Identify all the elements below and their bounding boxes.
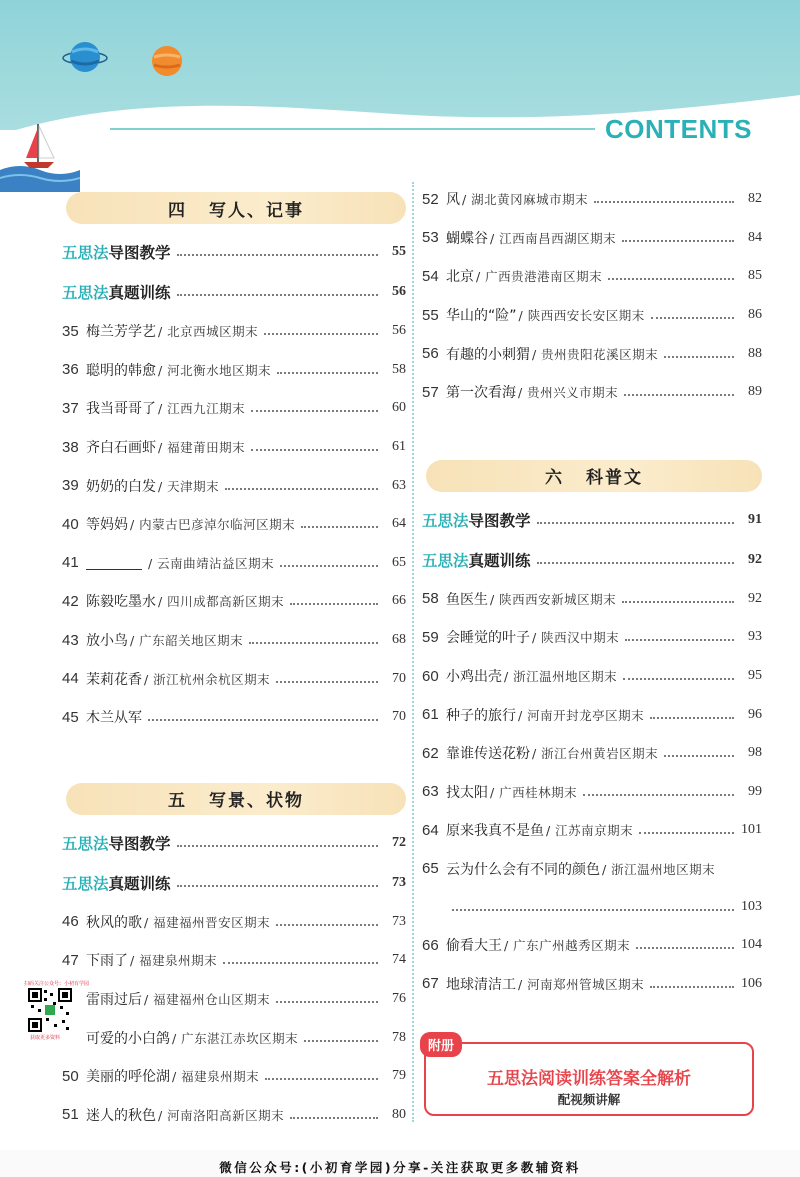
entry-number: 65 [422, 860, 439, 878]
entry-title: 美丽的呼伦湖 [86, 1069, 170, 1086]
entry-title: 北京 [446, 269, 474, 286]
toc-entry[interactable] [422, 580, 762, 619]
toc-entry[interactable] [422, 657, 762, 696]
entry-number: 39 [62, 477, 79, 495]
toc-entry[interactable] [62, 980, 406, 1019]
appendix-tag: 附册 [420, 1032, 462, 1057]
entry-number: 51 [62, 1106, 79, 1124]
leader-dots [664, 350, 734, 358]
page-number: 68 [392, 632, 406, 648]
entry-number: 53 [422, 229, 439, 247]
entry-title: 云为什么会有不同的颜色 [446, 861, 600, 878]
section-title: 科普文 [586, 468, 643, 489]
page-number: 66 [392, 593, 406, 609]
method-label: 真题训练 [108, 874, 171, 893]
entry-source: / 浙江杭州余杭区期末 [144, 671, 271, 687]
page-number: 61 [392, 439, 406, 455]
page-number: 95 [748, 668, 762, 684]
entry-title: 华山的“险” [446, 308, 517, 325]
entry-source: / 河北衡水地区期末 [158, 362, 272, 378]
toc-entry[interactable] [422, 773, 762, 812]
leader-dots [276, 675, 378, 683]
entry-source: / 江西九江期末 [158, 401, 246, 417]
toc-entry[interactable] [62, 351, 406, 390]
toc-entry[interactable] [422, 926, 762, 965]
entry-title: 会睡觉的叶子 [446, 630, 530, 647]
leader-dots [650, 711, 734, 719]
toc-entry[interactable] [62, 941, 406, 980]
toc-entry[interactable] [62, 544, 406, 583]
entry-title: 迷人的秋色 [86, 1107, 156, 1124]
section-header-6 [426, 460, 762, 492]
toc-entry[interactable] [422, 296, 762, 335]
qr-caption-top: 扫码关注公众号：小初有学园 [24, 981, 90, 987]
entry-title: 聪明的韩愈 [86, 362, 156, 379]
toc-entry[interactable] [62, 505, 406, 544]
entry-source: / 湖北黄冈麻城市期末 [462, 192, 589, 208]
entry-title: 下雨了 [86, 953, 128, 970]
footer-text: 微信公众号:(小初育学园)分享-关注获取更多教辅资料 [219, 1160, 581, 1175]
entry-title: 梅兰芳学艺 [86, 324, 156, 341]
page-number: 60 [392, 400, 406, 416]
leader-dots [650, 980, 734, 988]
page-number: 72 [392, 834, 406, 850]
leader-dots [452, 903, 734, 911]
leader-dots [223, 956, 378, 964]
leader-dots [594, 195, 734, 203]
entry-number: 63 [422, 783, 439, 801]
leader-dots [622, 234, 734, 242]
section-title: 写景、状物 [209, 791, 304, 812]
leader-dots [225, 482, 378, 490]
entry-title: 原来我真不是鱼 [446, 823, 544, 840]
entry-source: / 福建泉州期末 [172, 1069, 260, 1085]
entry-title: 放小鸟 [86, 633, 128, 650]
toc-entry[interactable] [422, 257, 762, 296]
leader-dots [251, 404, 378, 412]
leader-dots [625, 633, 734, 641]
method-label: 导图教学 [108, 244, 171, 262]
entry-number: 54 [422, 267, 439, 285]
page-number: 93 [748, 629, 762, 645]
toc-entry[interactable] [62, 428, 406, 467]
page-number: 78 [392, 1029, 406, 1045]
toc-entry-method-exam[interactable] [422, 540, 762, 580]
entry-title: 奶奶的白发 [86, 478, 156, 495]
leader-dots [177, 248, 378, 256]
entry-title: 可爱的小白鸽 [86, 1030, 170, 1047]
method-label: 真题训练 [108, 284, 171, 302]
page-number: 56 [392, 323, 406, 339]
toc-entry[interactable] [62, 1018, 406, 1057]
page-number: 86 [748, 307, 762, 323]
entry-number: 37 [62, 399, 79, 417]
method-highlight: 五思法 [62, 244, 109, 262]
method-highlight: 五思法 [422, 551, 469, 570]
section-number: 四 [168, 200, 187, 221]
page-number: 73 [392, 874, 406, 890]
entry-source: / 江苏南京期末 [546, 823, 634, 839]
page-number: 56 [392, 284, 406, 299]
entry-number: 52 [422, 190, 439, 208]
small-planet-icon [150, 44, 184, 78]
appendix-box[interactable] [424, 1039, 754, 1116]
leader-dots [177, 839, 378, 847]
entry-source: / 广西桂林期末 [490, 784, 578, 800]
entry-source: / 广东广州越秀区期末 [504, 938, 631, 954]
leader-dots [249, 636, 378, 644]
entry-title: 有趣的小刺猬 [446, 346, 530, 363]
toc-entry[interactable] [422, 964, 762, 1003]
leader-dots [636, 941, 734, 949]
entry-source: / 广东湛江赤坎区期末 [172, 1030, 299, 1046]
toc-entry[interactable] [422, 811, 762, 850]
toc-entry-method-exam[interactable] [62, 272, 406, 312]
left-column [62, 180, 406, 1134]
entry-source: / 陕西西安新城区期末 [490, 591, 617, 607]
page-number: 73 [392, 913, 406, 929]
entry-title: 风 [446, 192, 460, 209]
entry-number: 36 [62, 361, 79, 379]
right-column [422, 180, 762, 1003]
page-number: 74 [392, 952, 406, 968]
entry-number: 64 [422, 821, 439, 839]
page-number: 101 [741, 822, 762, 838]
toc-entry[interactable] [422, 373, 762, 412]
toc-entry[interactable] [62, 903, 406, 942]
leader-dots [537, 556, 734, 564]
toc-entry[interactable] [422, 219, 762, 258]
leader-dots [623, 672, 734, 680]
entry-source: / 四川成都高新区期末 [158, 594, 285, 610]
method-label: 导图教学 [108, 834, 171, 853]
section-number: 五 [168, 791, 187, 812]
entry-number: 44 [62, 670, 79, 688]
page-number: 55 [392, 244, 406, 259]
entry-title: 木兰从军 [86, 710, 142, 727]
section-header-4 [66, 192, 406, 224]
leader-dots [264, 327, 378, 335]
leader-dots [583, 788, 734, 796]
entry-number: 40 [62, 515, 79, 533]
entry-title: 秋风的歌 [86, 914, 142, 931]
entry-number: 56 [422, 345, 439, 363]
header-rule [110, 128, 595, 130]
entry-source: / 浙江温州地区期末 [602, 861, 716, 877]
section-header-5 [66, 783, 406, 815]
method-highlight: 五思法 [62, 834, 109, 853]
spacer [422, 412, 762, 448]
entry-source: / 陕西西安长安区期末 [518, 308, 645, 324]
page-number: 70 [392, 670, 406, 686]
entry-source: / 河南洛阳高新区期末 [158, 1107, 285, 1123]
page-number: 76 [392, 991, 406, 1007]
page-number: 91 [748, 511, 762, 527]
qr-caption-bottom: 获取更多资料 [30, 1035, 61, 1041]
entry-title: 雷雨过后 [86, 992, 142, 1009]
page-number: 63 [392, 477, 406, 493]
page-number: 80 [392, 1106, 406, 1122]
page-number: 96 [748, 706, 762, 722]
blank-title-line [86, 556, 142, 570]
leader-dots [651, 311, 734, 319]
leader-dots [290, 1111, 378, 1119]
page-number: 92 [748, 551, 762, 567]
leader-dots [622, 595, 734, 603]
toc-entry[interactable] [422, 734, 762, 773]
entry-source: / 福建莆田期末 [158, 440, 246, 456]
entry-source: / 贵州贵阳花溪区期末 [532, 346, 659, 362]
leader-dots [265, 1072, 378, 1080]
toc-entry-method-map[interactable] [62, 232, 406, 272]
section-title: 写人、记事 [209, 200, 304, 221]
leader-dots [624, 388, 734, 396]
leader-dots [251, 443, 378, 451]
entry-source: / 陕西汉中期末 [532, 630, 620, 646]
entry-number: 57 [422, 383, 439, 401]
entry-source: / 广西贵港港南区期末 [476, 269, 603, 285]
entry-title: 小鸡出壳 [446, 669, 502, 686]
toc-entry[interactable] [62, 659, 406, 698]
entry-number: 47 [62, 951, 79, 969]
toc-entry[interactable] [62, 1057, 406, 1096]
toc-entry[interactable] [62, 312, 406, 351]
page-number: 89 [748, 384, 762, 400]
entry-source: / 北京西城区期末 [158, 324, 259, 340]
entry-source: / 广东韶关地区期末 [130, 633, 244, 649]
leader-dots [304, 1034, 378, 1042]
toc-entry-method-map[interactable] [62, 823, 406, 863]
entry-title: 偷看大王 [446, 938, 502, 955]
entry-number: 61 [422, 706, 439, 724]
leader-dots [290, 597, 378, 605]
appendix-subtitle: 配视频讲解 [557, 1092, 621, 1107]
entry-title: 我当哥哥了 [86, 401, 156, 418]
appendix-title: 五思法阅读训练答案全解析 [487, 1069, 691, 1089]
entry-title: 第一次看海 [446, 385, 516, 402]
toc-entry[interactable] [62, 698, 406, 737]
page-number: 64 [392, 516, 406, 532]
page-number: 70 [392, 709, 406, 725]
entry-number: 59 [422, 628, 439, 646]
entry-title: 靠谁传送花粉 [446, 746, 530, 763]
page-title: CONTENTS [605, 114, 752, 144]
entry-source: / 贵州兴义市期末 [518, 385, 619, 401]
entry-title: 齐白石画虾 [86, 440, 156, 457]
leader-dots [177, 288, 378, 296]
page-number: 65 [392, 554, 406, 570]
method-highlight: 五思法 [422, 511, 469, 530]
leader-dots [276, 918, 378, 926]
leader-dots [301, 520, 378, 528]
page-number: 82 [748, 191, 762, 207]
entry-source: / 浙江台州黄岩区期末 [532, 746, 659, 762]
page-number: 84 [748, 229, 762, 245]
entry-line [422, 888, 762, 926]
entry-number: 60 [422, 667, 439, 685]
entry-number: 42 [62, 592, 79, 610]
entry-number: 41 [62, 554, 79, 572]
method-highlight: 五思法 [62, 874, 109, 893]
leader-dots [280, 559, 378, 567]
toc-entry[interactable] [422, 334, 762, 373]
method-highlight: 五思法 [62, 284, 109, 302]
column-divider [412, 182, 414, 1122]
leader-dots [177, 879, 378, 887]
planet-icon [62, 34, 108, 80]
entry-title: 陈毅吃墨水 [86, 594, 156, 611]
page-number: 92 [748, 590, 762, 606]
qr-code-icon [28, 988, 72, 1032]
leader-dots [639, 826, 734, 834]
toc-entry-method-map[interactable] [422, 500, 762, 540]
entry-title: 鱼医生 [446, 591, 488, 608]
method-label: 真题训练 [468, 551, 531, 570]
entry-title: 地球清洁工 [446, 976, 516, 993]
entry-source: / 天津期末 [158, 478, 220, 494]
entry-number: 62 [422, 744, 439, 762]
entry-number: 55 [422, 306, 439, 324]
leader-dots [664, 749, 734, 757]
entry-source: / 福建福州仓山区期末 [144, 992, 271, 1008]
spacer [62, 737, 406, 771]
toc-entry-method-exam[interactable] [62, 863, 406, 903]
section-number: 六 [545, 468, 564, 489]
leader-dots [276, 995, 378, 1003]
page-number: 106 [741, 975, 762, 991]
entry-source: / 福建泉州期末 [130, 953, 218, 969]
entry-source: / 河南开封龙亭区期末 [518, 707, 645, 723]
leader-dots [148, 713, 378, 721]
entry-number: 58 [422, 590, 439, 608]
toc-entry[interactable] [422, 695, 762, 734]
entry-line [422, 850, 762, 888]
toc-entry[interactable] [62, 1096, 406, 1135]
entry-number: 35 [62, 322, 79, 340]
leader-dots [277, 366, 378, 374]
entry-number: 46 [62, 913, 79, 931]
entry-title: 茉莉花香 [86, 671, 142, 688]
entry-source: / 福建福州晋安区期末 [144, 914, 271, 930]
entry-source: / 内蒙古巴彦淖尔临河区期末 [130, 517, 296, 533]
entry-title: 找太阳 [446, 784, 488, 801]
page-number: 103 [741, 898, 762, 914]
toc-entry[interactable] [422, 850, 762, 926]
entry-number: 45 [62, 708, 79, 726]
leader-dots [608, 272, 734, 280]
entry-number: 38 [62, 438, 79, 456]
toc-entry[interactable] [62, 621, 406, 660]
entry-title: 种子的旅行 [446, 707, 516, 724]
qr-code-area[interactable] [24, 980, 90, 1042]
entry-title: 蝴蝶谷 [446, 230, 488, 247]
entry-title: 等妈妈 [86, 517, 128, 534]
toc-entry[interactable] [62, 466, 406, 505]
toc-entry[interactable] [62, 582, 406, 621]
entry-source: / 江西南昌西湖区期末 [490, 230, 617, 246]
entry-source: / 浙江温州地区期末 [504, 669, 618, 685]
entry-source: / 河南郑州管城区期末 [518, 976, 645, 992]
entry-source: / 云南曲靖沾益区期末 [148, 555, 275, 571]
page-number: 79 [392, 1068, 406, 1084]
method-label: 导图教学 [468, 511, 531, 530]
page-number: 58 [392, 361, 406, 377]
page-number: 98 [748, 745, 762, 761]
entry-number: 50 [62, 1067, 79, 1085]
entry-number: 67 [422, 975, 439, 993]
page-number: 104 [741, 937, 762, 953]
toc-entry[interactable] [422, 618, 762, 657]
page-number: 88 [748, 345, 762, 361]
toc-entry[interactable] [422, 180, 762, 219]
toc-entry[interactable] [62, 389, 406, 428]
entry-number: 43 [62, 631, 79, 649]
page-number: 85 [748, 268, 762, 284]
entry-number: 66 [422, 936, 439, 954]
page-number: 99 [748, 783, 762, 799]
leader-dots [537, 516, 734, 524]
